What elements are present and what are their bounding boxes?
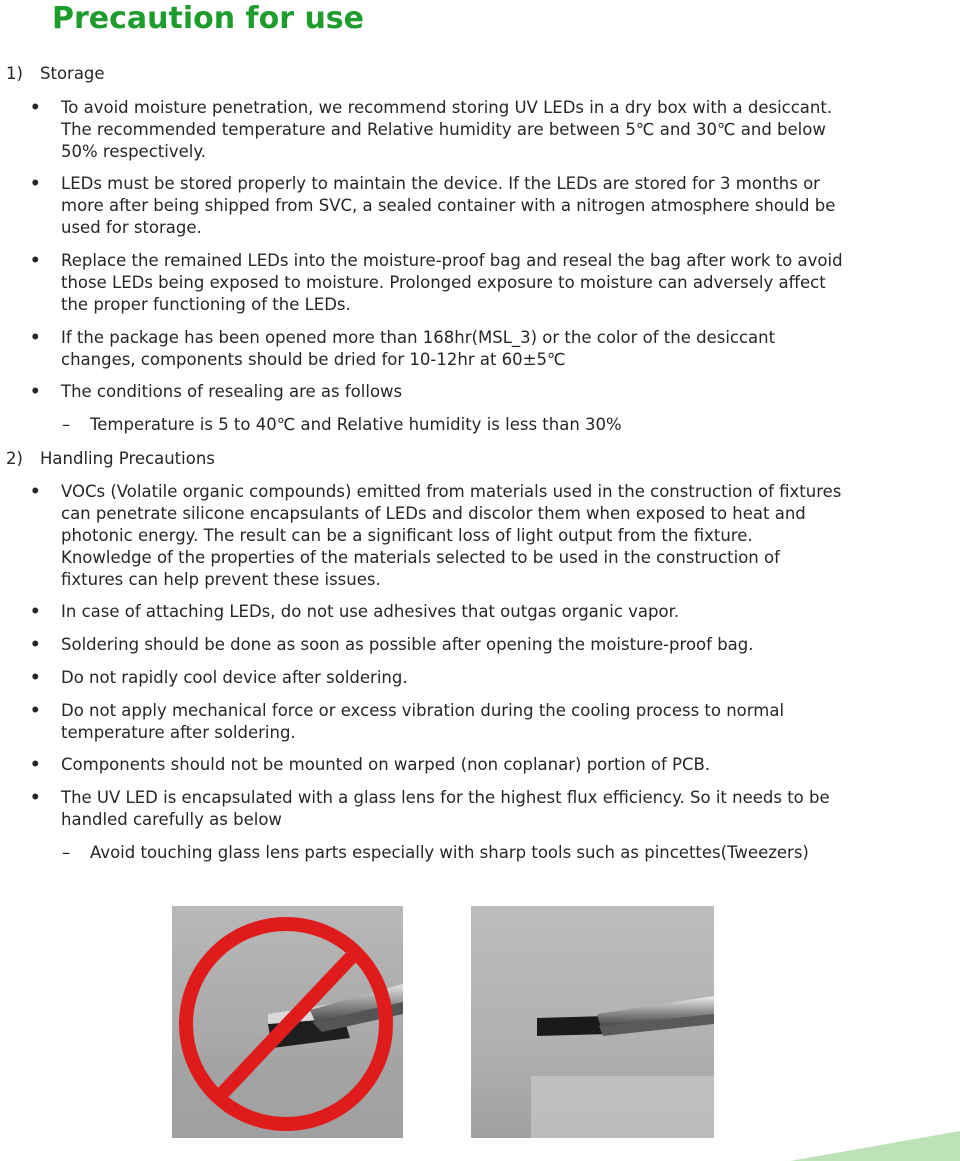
led-tweezers-image <box>172 906 403 1138</box>
bullet-icon: • <box>30 602 41 621</box>
wrong-handling-photo <box>172 906 403 1138</box>
section-title: Handling Precautions <box>40 449 215 468</box>
line: In case of attaching LEDs, do not use adhesives that outgas organic vapor. <box>61 602 680 621</box>
line: photonic energy. The result can be a significant loss of light output from the fixture. <box>61 526 753 545</box>
bullet-icon: • <box>30 788 41 807</box>
line: can penetrate silicone encapsulants of LEDs and discolor them when exposed to heat and <box>61 504 806 523</box>
line: Knowledge of the properties of the materials selected to be used in the construction of <box>61 548 780 567</box>
section-heading-storage <box>6 63 105 85</box>
bullet-icon: • <box>30 482 41 501</box>
sub-item-text: Temperature is 5 to 40℃ and Relative humidity is less than 30% <box>90 415 622 434</box>
bullet-icon: • <box>30 174 41 193</box>
line: more after being shipped from SVC, a sealed container with a nitrogen atmosphere should be <box>61 196 836 215</box>
section-number: 2) <box>6 449 23 468</box>
bullet-icon: • <box>30 701 41 720</box>
correct-handling-photo <box>471 906 714 1138</box>
line: Do not apply mechanical force or excess vibration during the cooling process to normal <box>61 701 785 720</box>
section-title: Storage <box>40 64 105 83</box>
line: Replace the remained LEDs into the moisture-proof bag and reseal the bag after work to avoid <box>61 251 843 270</box>
bullet-icon: • <box>30 98 41 117</box>
bullet-icon: • <box>30 668 41 687</box>
line: Components should not be mounted on warped (non coplanar) portion of PCB. <box>61 755 711 774</box>
line: 50% respectively. <box>61 142 206 161</box>
line: If the package has been opened more than 168hr(MSL_3) or the color of the desiccant <box>61 328 776 347</box>
page-title: Precaution for use <box>52 1 365 36</box>
section-number: 1) <box>6 64 23 83</box>
line: Do not rapidly cool device after soldering. <box>61 668 408 687</box>
section-heading-handling <box>6 448 215 470</box>
sub-item-text: Avoid touching glass lens parts especially with sharp tools such as pincettes(Tweezers) <box>90 843 809 862</box>
bullet-icon: • <box>30 382 41 401</box>
bullet-icon: • <box>30 251 41 270</box>
line: handled carefully as below <box>61 810 282 829</box>
line: Soldering should be done as soon as possible after opening the moisture-proof bag. <box>61 635 754 654</box>
dash-icon: – <box>62 415 71 434</box>
led-tweezers-image <box>471 906 714 1138</box>
line: To avoid moisture penetration, we recommend storing UV LEDs in a dry box with a desiccant. <box>61 98 833 117</box>
line: LEDs must be stored properly to maintain the device. If the LEDs are stored for 3 months or <box>61 174 820 193</box>
line: temperature after soldering. <box>61 723 296 742</box>
line: VOCs (Volatile organic compounds) emitted from materials used in the construction of fixtures <box>61 482 842 501</box>
bullet-icon: • <box>30 328 41 347</box>
corner-decoration <box>790 1131 960 1161</box>
bullet-icon: • <box>30 755 41 774</box>
bullet-icon: • <box>30 635 41 654</box>
dash-icon: – <box>62 843 71 862</box>
line: used for storage. <box>61 218 202 237</box>
line: The recommended temperature and Relative humidity are between 5℃ and 30℃ and below <box>61 120 826 139</box>
line: fixtures can help prevent these issues. <box>61 570 381 589</box>
line: those LEDs being exposed to moisture. Prolonged exposure to moisture can adversely affect <box>61 273 826 292</box>
line: The UV LED is encapsulated with a glass lens for the highest flux efficiency. So it needs to be <box>61 788 830 807</box>
line: changes, components should be dried for 10-12hr at 60±5℃ <box>61 350 566 369</box>
line: The conditions of resealing are as follows <box>61 382 403 401</box>
line: the proper functioning of the LEDs. <box>61 295 351 314</box>
